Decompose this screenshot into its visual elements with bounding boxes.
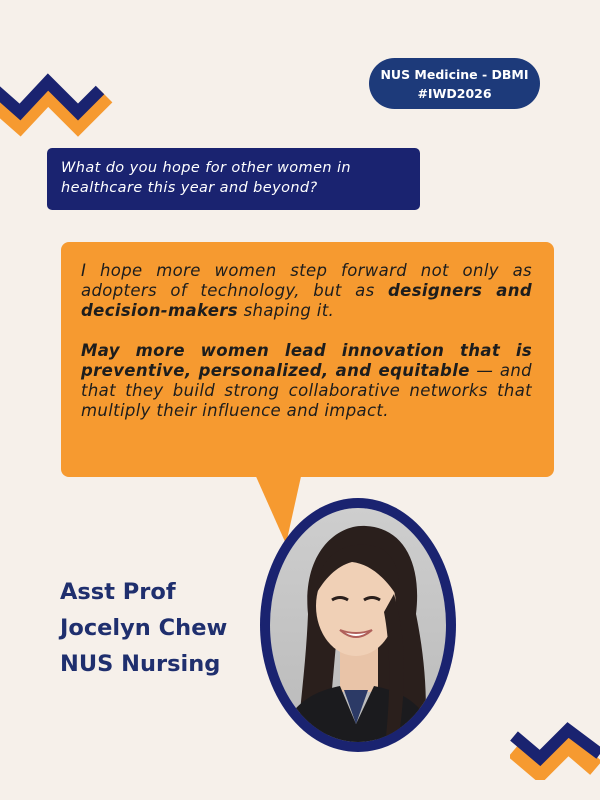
person-title: Asst Prof bbox=[60, 579, 176, 605]
person-name: Jocelyn Chew bbox=[60, 615, 228, 641]
question-box bbox=[47, 148, 420, 210]
portrait-photo bbox=[256, 494, 460, 756]
person-caption bbox=[60, 574, 227, 682]
person-affiliation: NUS Nursing bbox=[60, 651, 221, 677]
zigzag-decoration-bottom bbox=[510, 700, 600, 780]
event-tag-pill bbox=[369, 58, 540, 109]
tag-organization: NUS Medicine - DBMI bbox=[380, 67, 529, 82]
quote-paragraph-1 bbox=[81, 261, 532, 321]
quote-text: I hope more women step forward not only as adopters of technology, but as bbox=[81, 261, 532, 300]
tag-hashtag: #IWD2026 bbox=[417, 86, 492, 101]
quote-emphasis: May more women lead innovation that is preventive, personalized, and equitable bbox=[81, 341, 532, 380]
quote-bubble bbox=[61, 242, 554, 477]
quote-emphasis: designers and decision-makers bbox=[81, 281, 533, 320]
quote-text: — and that they build strong collaborative networks that multiply their influence and impact. bbox=[81, 361, 532, 420]
question-text: What do you hope for other women in healthcare this year and beyond? bbox=[61, 160, 352, 196]
quote-paragraph-2 bbox=[81, 341, 532, 421]
quote-text: shaping it. bbox=[237, 301, 335, 320]
zigzag-decoration-top bbox=[0, 60, 140, 150]
